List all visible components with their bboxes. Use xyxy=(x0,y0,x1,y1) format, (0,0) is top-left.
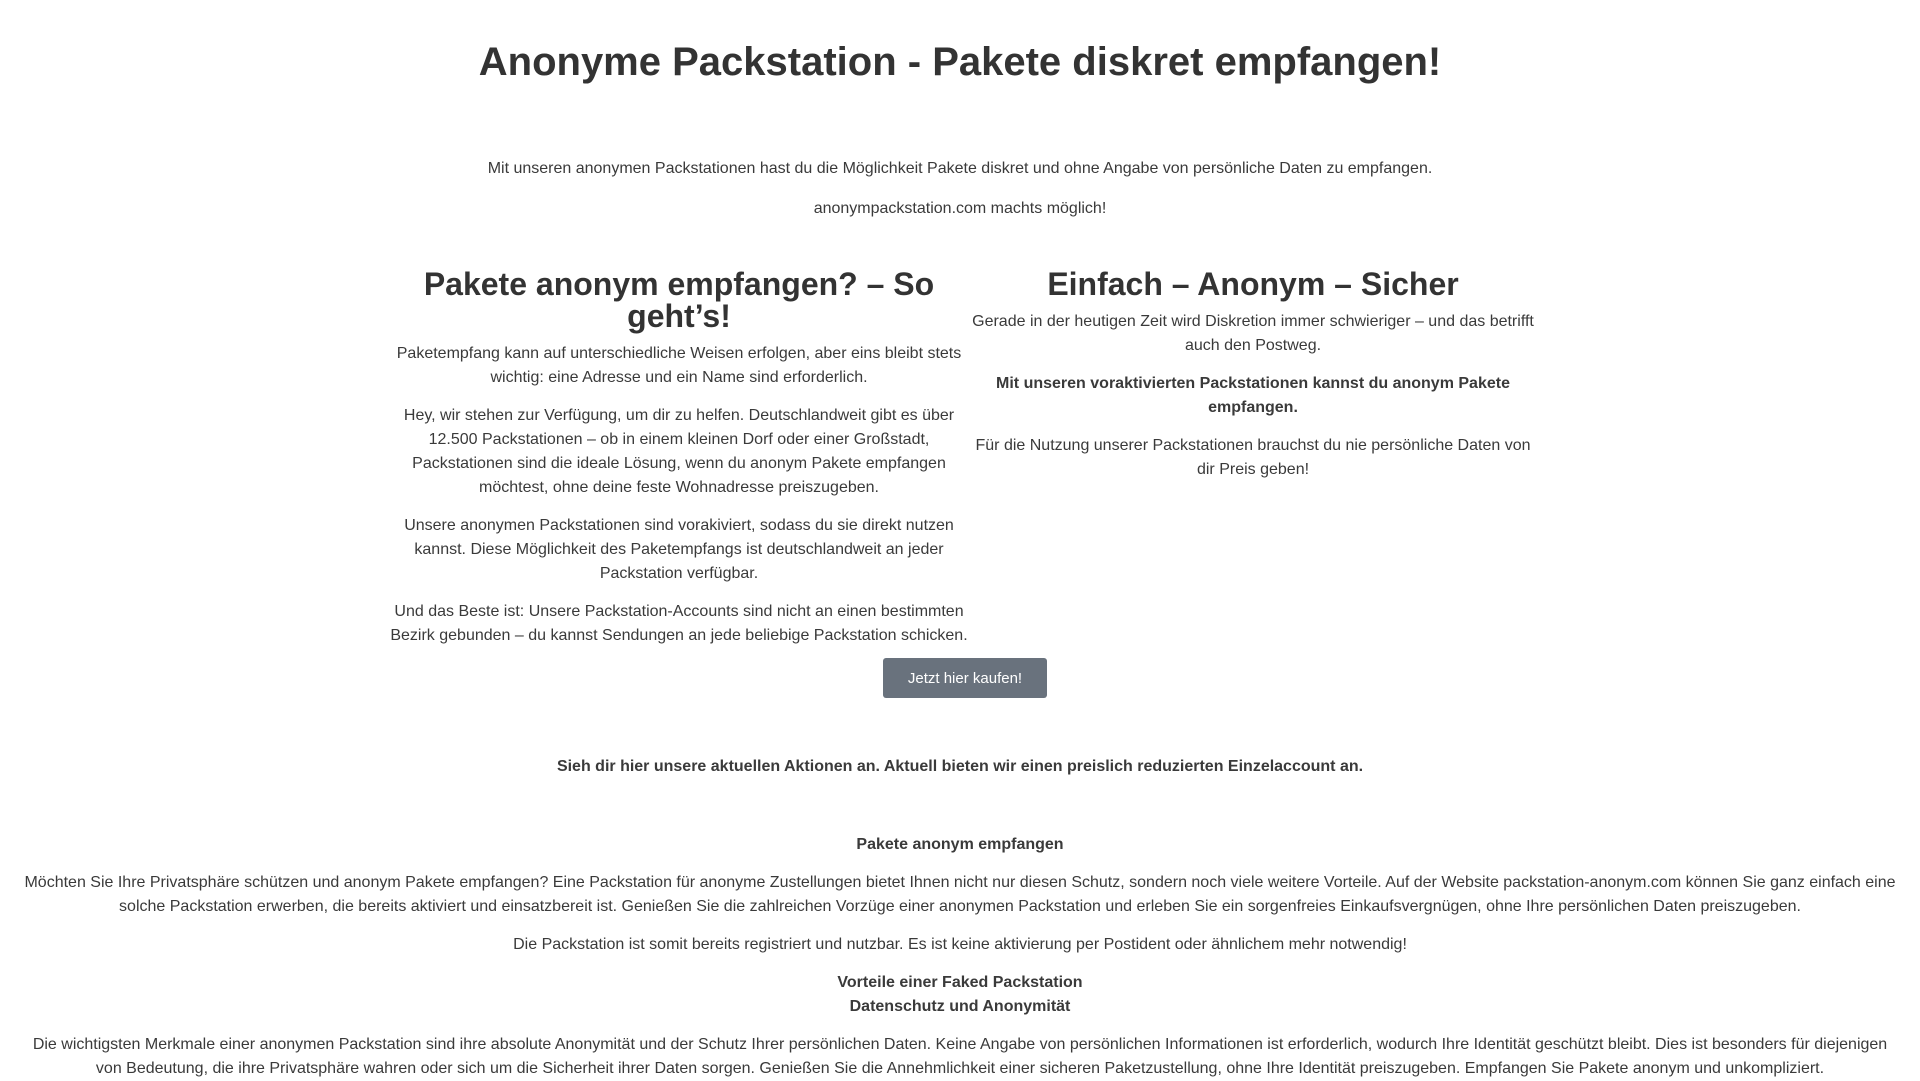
left-column-heading: Pakete anonym empfangen? – So geht’s! xyxy=(423,266,935,334)
left-paragraph: Paketempfang kann auf unterschiedliche Weisen erfolgen, aber eins bleibt stets wichtig: eine Adresse und ein Name sind erforderlich. xyxy=(396,345,962,386)
left-column xyxy=(388,268,970,662)
section-subheading: Datenschutz und Anonymität xyxy=(849,998,1071,1015)
section-heading: Pakete anonym empfangen xyxy=(856,836,1064,853)
page-title: Anonyme Packstation - Pakete diskret empfangen! xyxy=(478,40,1442,84)
section-subheading: Vorteile einer Faked Packstation xyxy=(837,974,1083,991)
buy-button[interactable]: Jetzt hier kaufen! xyxy=(883,658,1047,698)
intro-text: Mit unseren anonymen Packstationen hast du die Möglichkeit Pakete diskret und ohne Angabe von persönliche Daten zu empfangen. xyxy=(487,160,1433,177)
info-section xyxy=(0,833,1920,1081)
left-paragraph: Unsere anonymen Packstationen sind vorakiviert, sodass du sie direkt nutzen kannst. Diese Möglichkeit des Paketempfangs ist deutschlandweit an jeder Packstation verfügbar. xyxy=(404,517,954,582)
right-paragraph: Gerade in der heutigen Zeit wird Diskretion immer schwieriger – und das betrifft auch den Postweg. xyxy=(972,313,1534,354)
intro-tagline: anonympackstation.com machts möglich! xyxy=(813,200,1107,217)
intro-section xyxy=(0,158,1920,238)
section-paragraph: Die wichtigsten Merkmale einer anonymen Packstation sind ihre absolute Anonymität und der Schutz Ihrer persönlichen Daten. Keine Angabe von persönlichen Informationen ist erforderlich, wodurch Ihre Identität geschützt bleibt. Dies ist besonders für diejenigen von Bedeutung, die ihre Privatsphäre wahren oder sich um die Sicherheit ihrer Daten sorgen. Genießen Sie die Annehmlichkeit einer sicheren Paketzustellung, ohne Ihre Identität preiszugeben. Empfangen Sie Pakete anonym und unkompliziert. xyxy=(32,1036,1888,1077)
section-paragraph: Die Packstation ist somit bereits registriert und nutzbar. Es ist keine aktivierung per Postident oder ähnlichem mehr notwendig! xyxy=(513,936,1407,953)
right-column xyxy=(965,268,1541,496)
promo-text: Sieh dir hier unsere aktuellen Aktionen an. Aktuell bieten wir einen preislich reduzierten Einzelaccount an. xyxy=(556,758,1364,775)
section-paragraph: Möchten Sie Ihre Privatsphäre schützen und anonym Pakete empfangen? Eine Packstation für anonyme Zustellungen bietet Ihnen nicht nur diesen Schutz, sondern noch viele weitere Vorteile. Auf der Website packstation-anonym.com können Sie ganz einfach eine solche Packstation erwerben, die bereits aktiviert und einsatzbereit ist. Genießen Sie die zahlreichen Vorzüge einer anonymen Packstation und erleben Sie ein sorgenfreies Einkaufsvergnügen, ohne Ihre persönlichen Daten preiszugeben. xyxy=(24,874,1896,915)
left-paragraph: Hey, wir stehen zur Verfügung, um dir zu helfen. Deutschlandweit gibt es über 12.500 Packstationen – ob in einem kleinen Dorf oder einer Großstadt, Packstationen sind die ideale Lösung, wenn du anonym Pakete empfangen möchtest, ohne deine feste Wohnadresse preiszugeben. xyxy=(403,407,955,496)
right-column-heading: Einfach – Anonym – Sicher xyxy=(1047,266,1459,302)
right-paragraph: Für die Nutzung unserer Packstationen brauchst du nie persönliche Daten von dir Preis geben! xyxy=(975,437,1531,478)
left-paragraph: Und das Beste ist: Unsere Packstation-Accounts sind nicht an einen bestimmten Bezirk gebunden – du kannst Sendungen an jede beliebige Packstation schicken. xyxy=(390,603,968,644)
right-paragraph-bold: Mit unseren voraktivierten Packstationen kannst du anonym Pakete empfangen. xyxy=(996,375,1510,416)
